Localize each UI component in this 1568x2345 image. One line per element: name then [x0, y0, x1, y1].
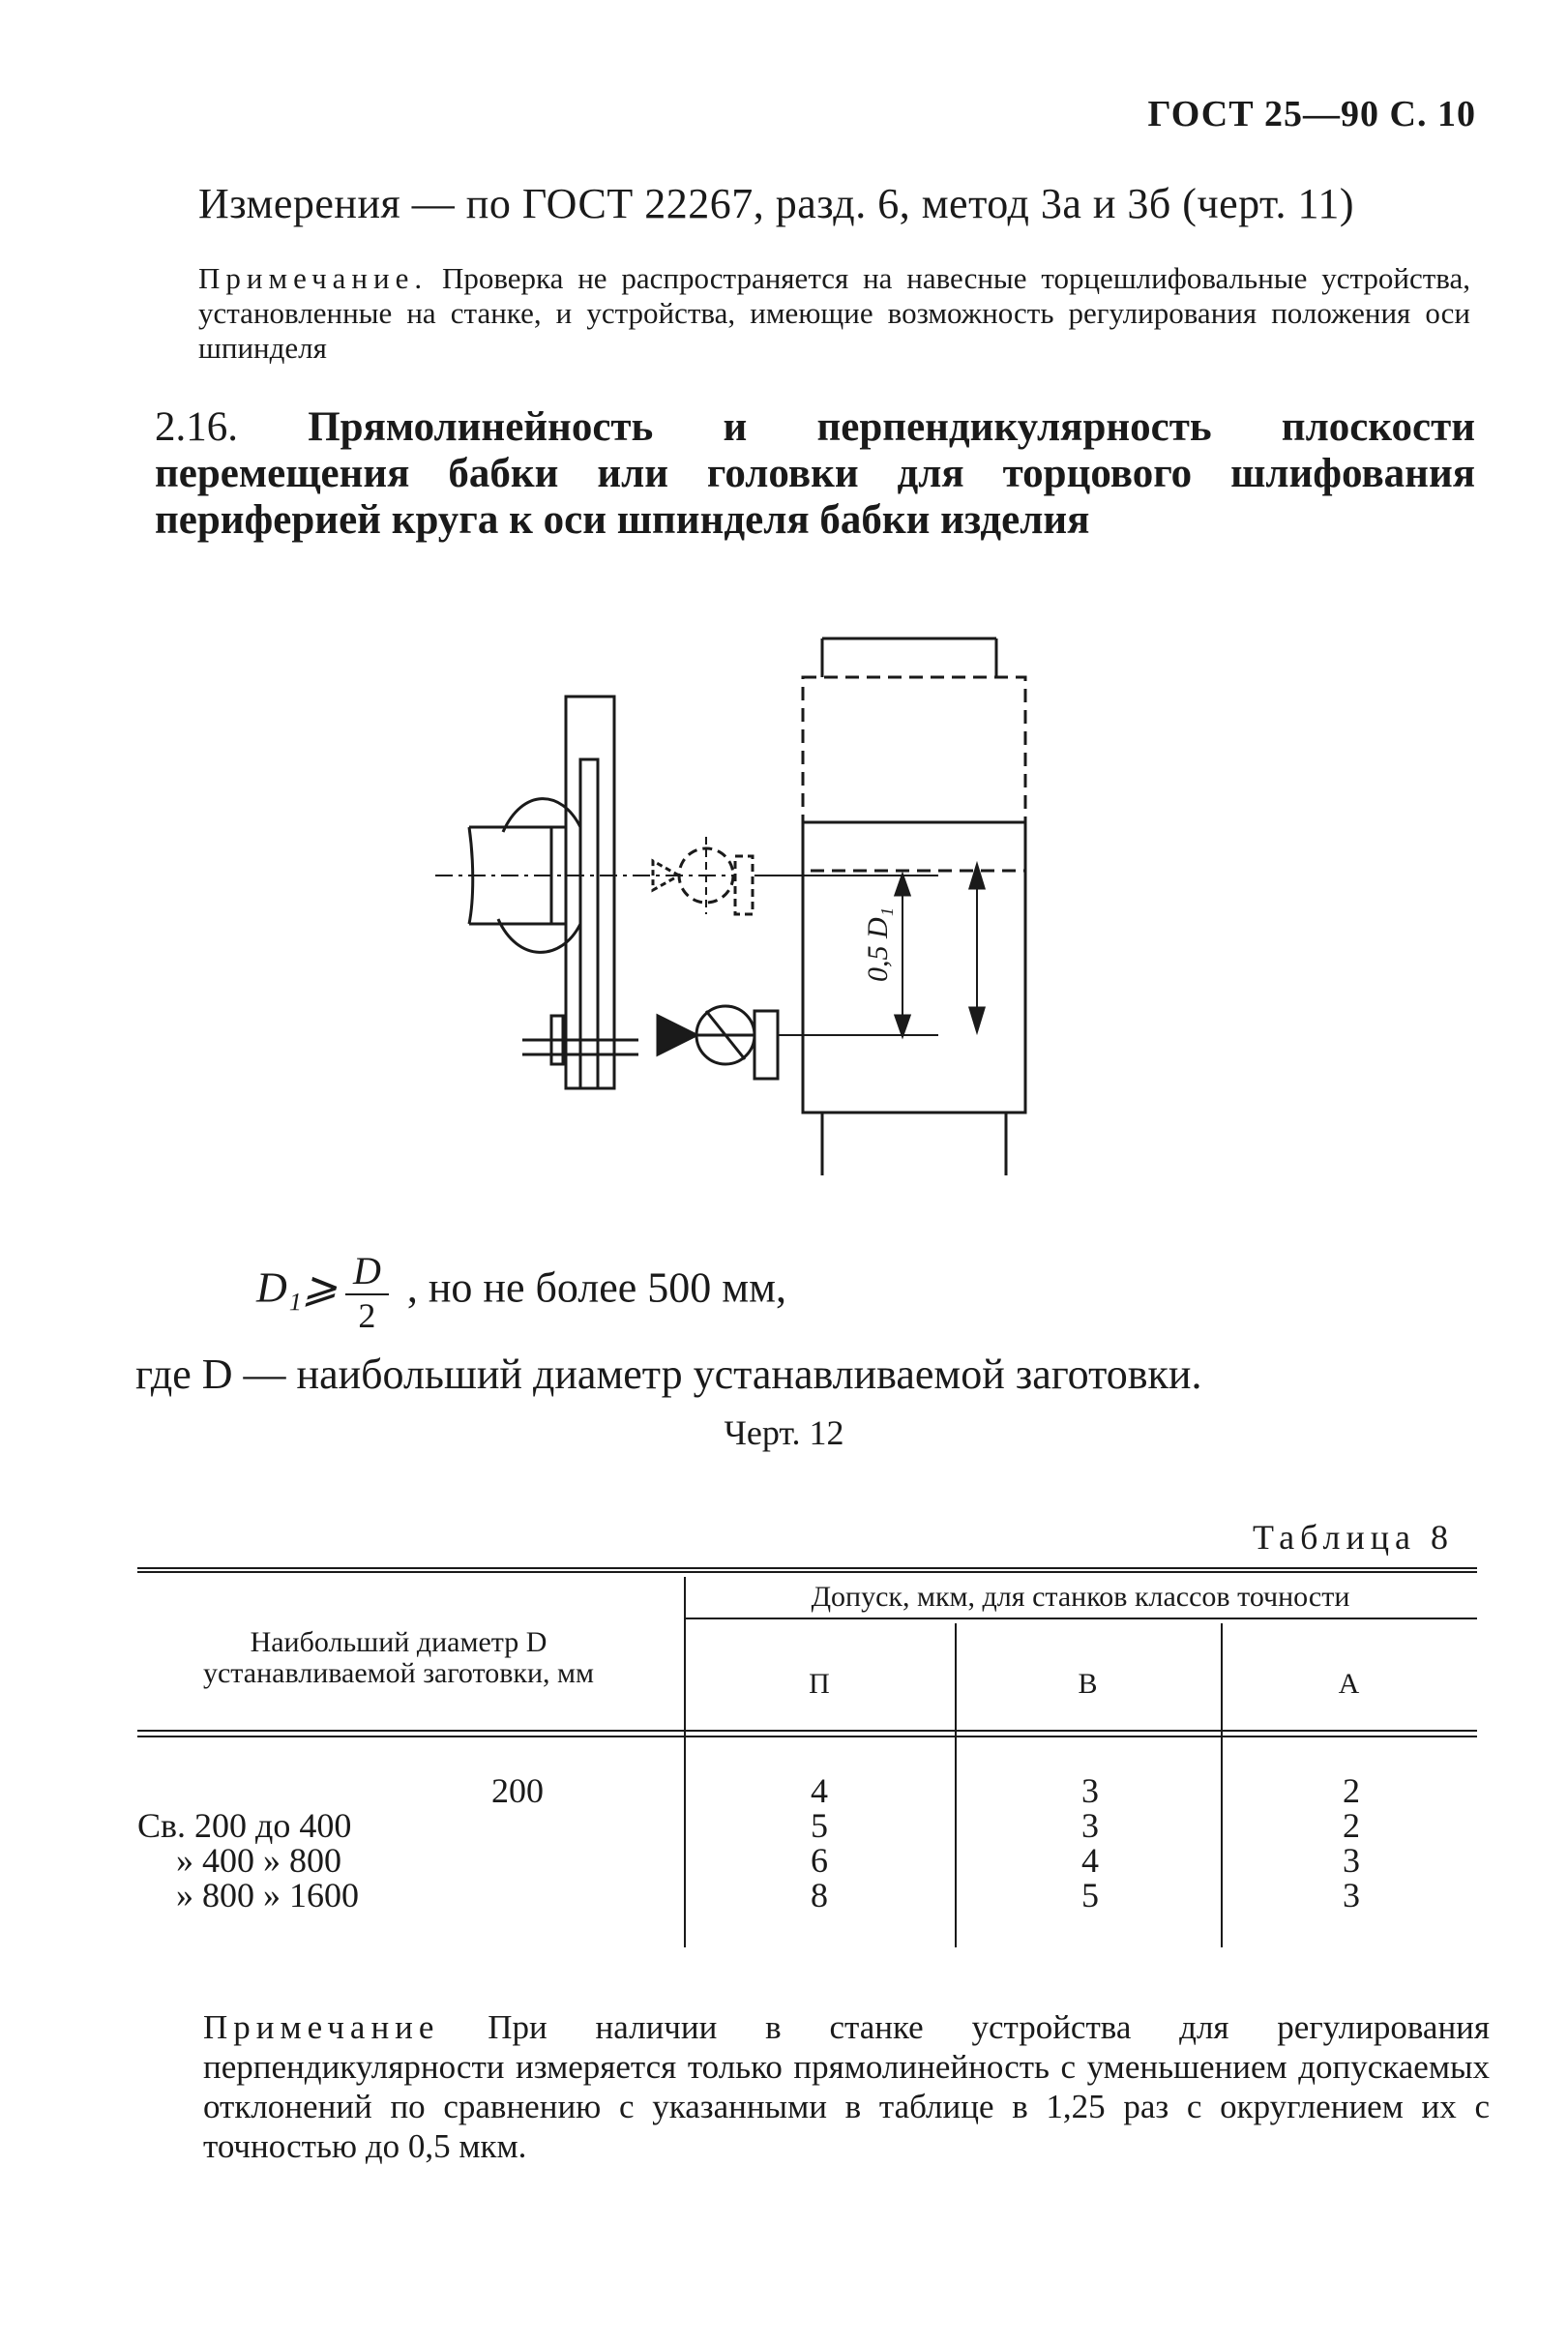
formula-fraction: [345, 1248, 389, 1336]
note-2-label: Примечание: [203, 2008, 440, 2046]
technical-drawing: [416, 629, 1112, 1200]
workhead-body: [803, 822, 1025, 1113]
formula-denominator: 2: [358, 1296, 376, 1335]
note-1-label: Примечание.: [198, 261, 429, 295]
measurement-line: Измерения — по ГОСТ 22267, разд. 6, метод 3а и 3б (черт. 11): [198, 180, 1354, 227]
note-1-text: Проверка не распространяется на навесные торцешлифовальные устройства, установленные на станке, и устройства, имеющие возможность регулирования положения оси шпинделя: [198, 261, 1471, 365]
class-p: П: [809, 1668, 830, 1700]
note-2-text: При наличии в станке устройства для регулирования перпендикулярности измеряется только прямолинейность с уменьшением допускаемых отклонений по сравнению с указанными в таблице в 1,25 раз с округлением их с точностью до 0,5 мкм.: [203, 2008, 1491, 2165]
group-header: Допуск, мкм, для станков классов точности: [811, 1581, 1350, 1613]
drawing-caption: Черт. 12: [724, 1413, 844, 1452]
class-v: В: [1078, 1668, 1098, 1700]
grinding-wheel: [566, 697, 614, 1088]
where-line: где D — наибольший диаметр устанавливаемой заготовки.: [135, 1351, 1202, 1398]
class-a: А: [1338, 1668, 1360, 1700]
note-2: [203, 2007, 1490, 2166]
section-title: Прямолинейность и перпендикулярность плоскости перемещения бабки или головки для торцового шлифования периферией круга к оси шпинделя бабки изделия: [155, 404, 1475, 543]
formula-rest: , но не более 500 мм,: [406, 1263, 786, 1312]
table-title: Таблица 8: [1253, 1518, 1454, 1557]
section-number: 2.16.: [155, 404, 238, 450]
section-heading: [155, 404, 1475, 544]
col1-header: Наибольший диаметр D устанавливаемой заготовки, мм: [202, 1626, 595, 1689]
dimension-label: 0,5 D₁: [862, 906, 894, 982]
tolerance-table: Наибольший диаметр D устанавливаемой заготовки, мм Допуск, мкм, для станков классов точности П В А 200 4 3 2 Св. 200 до 400 5 3 2 » 400 » 800 6 4 3 » 800 » 1600 8 5 3: [137, 1567, 1477, 1954]
formula-numerator: D: [345, 1248, 389, 1295]
formula-lhs: D₁⩾: [256, 1263, 338, 1312]
page-header: ГОСТ 25—90 С. 10: [1147, 94, 1476, 134]
formula: [256, 1248, 786, 1336]
note-1: [198, 261, 1470, 366]
